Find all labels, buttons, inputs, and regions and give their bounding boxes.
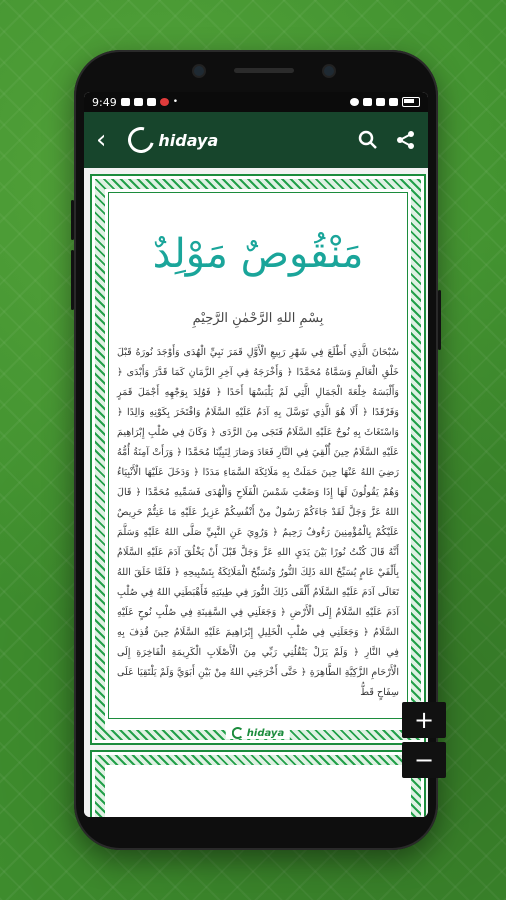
zoom-out-button[interactable]: − <box>402 742 446 778</box>
page-content-frame <box>108 192 408 719</box>
alarm-icon <box>350 98 359 106</box>
phone-frame <box>74 50 438 850</box>
ornamental-border <box>95 755 421 817</box>
status-left <box>92 96 178 109</box>
notification-icon <box>147 98 156 106</box>
notification-icon <box>134 98 143 106</box>
page-title: مَنْقُوصٌ مَوْلِدٌ <box>152 231 364 277</box>
power-button <box>438 290 441 350</box>
app-bar-actions <box>358 130 416 150</box>
app-logo-text: hidaya <box>158 130 219 150</box>
earpiece-speaker <box>234 68 294 73</box>
more-dot-icon: • <box>172 97 179 107</box>
status-time: 9:49 <box>92 95 117 109</box>
zoom-controls <box>402 702 446 778</box>
app-logo <box>128 127 218 153</box>
document-viewer[interactable] <box>84 168 428 817</box>
page-footer-logo <box>226 727 290 739</box>
hidaya-logo-icon <box>232 727 244 739</box>
volume-button <box>71 200 74 240</box>
notification-icon <box>121 98 130 106</box>
hidaya-logo-icon <box>124 122 160 158</box>
document-page <box>90 174 426 745</box>
wifi-icon <box>376 98 385 106</box>
youtube-icon <box>160 98 169 106</box>
app-bar <box>84 112 428 168</box>
next-document-page <box>90 750 426 817</box>
sensor <box>322 64 336 78</box>
screen <box>84 92 428 817</box>
status-bar <box>84 92 428 112</box>
front-camera <box>192 64 206 78</box>
signal-icon <box>389 98 398 106</box>
page-body-text: سُبْحَانَ الَّذِي أَطْلَعَ فِي شَهْرِ رَبِيعِ الْأَوَّلِ قَمَرَ نَبِيِّ الْهُدَى وَأَوْجَدَ نُورَهُ قَبْلَ خَلْقِ الْعَالَمِ وَسَمَّاهُ مُحَمَّدًا ﴿ وَأَخْرَجَهُ فِي آخِرِ الزَّمَانِ كَمَا قَدَّرَ وَأَبْدَى ﴿ وَأَلْبَسَهُ خِلْعَةَ الْجَمَالِ الَّتِي لَمْ يَلْبَسْهَا أَحَدًا ﴿ فَوُلِدَ بِوَجْهِهِ أَجْمَلَ قَمَرٍ وَفَرْقَدًا ﴿ أَلَا هُوَ الَّذِي تَوَسَّلَ بِهِ آدَمُ عَلَيْهِ السَّلَامُ وَافْتَخَرَ بِكَوْنِهِ وَالِدًا ﴿ وَاسْتَغَاثَ بِهِ نُوحٌ عَلَيْهِ السَّلَامُ فَنَجَى مِنَ الرَّدَى ﴿ وَكَانَ فِي صُلْبِ إِبْرَاهِيمَ عَلَيْهِ السَّلَامُ حِينَ أُلْقِيَ فِي النَّارِ فَعَادَ وَصَارَ لِنَبِيِّنَا مُحَمَّدًا ﴿ وَرَأَتْ آمِنَةُ أُمُّهُ رَضِيَ اللهُ عَنْهَا حِينَ حَمَلَتْ بِهِ مَلَائِكَةَ السَّمَاءِ مَدَدًا ﴿ وَدَخَلَ عَلَيْهَا الْأَنْبِيَاءُ وَهُمْ يَقُولُونَ لَهَا إِذَا وَضَعْتِ شَمْسَ الْفَلَاحِ وَالْهُدَى فَسَمِّيهِ مُحَمَّدًا ﴿ قَالَ اللهُ عَزَّ وَجَلَّ لَقَدْ جَاءَكُمْ رَسُولٌ مِنْ أَنْفُسِكُمْ عَزِيزٌ عَلَيْهِ مَا عَنِتُّمْ حَرِيصٌ عَلَيْكُمْ بِالْمُؤْمِنِينَ رَءُوفٌ رَحِيمٌ ﴿ وَرُوِيَ عَنِ النَّبِيِّ صَلَّى اللهُ عَلَيْهِ وَسَلَّمَ أَنَّهُ قَالَ كُنْتُ نُورًا بَيْنَ يَدَيِ اللهِ عَزَّ وَجَلَّ قَبْلَ أَنْ يَخْلُقَ آدَمَ عَلَيْهِ السَّلَامُ بِأَلْفَيْ عَامٍ يُسَبِّحُ اللهَ ذَلِكَ النُّورُ وَتُسَبِّحُ الْمَلَائِكَةُ بِتَسْبِيحِهِ ﴿ فَلَمَّا خَلَقَ اللهُ تَعَالَى آدَمَ عَلَيْهِ السَّلَامُ أَلْقَى ذَلِكَ النُّورَ فِي طِينَتِهِ فَأَهْبَطَنِي اللهُ فِي صُلْبِ آدَمَ عَلَيْهِ السَّلَامُ إِلَى الْأَرْضِ ﴿ وَجَعَلَنِي فِي السَّفِينَةِ فِي صُلْبِ نُوحٍ عَلَيْهِ السَّلَامُ ﴿ وَجَعَلَنِي فِي صُلْبِ الْخَلِيلِ إِبْرَاهِيمَ عَلَيْهِ السَّلَامُ حِينَ قُذِفَ بِهِ فِي النَّارِ ﴿ وَلَمْ يَزَلْ يَنْقُلُنِي رَبِّي مِنَ الْأَصْلَابِ الْكَرِيمَةِ الْفَاخِرَةِ إِلَى الْأَرْحَامِ الزَّكِيَّةِ الطَّاهِرَةِ ﴿ حَتَّى أَخْرَجَنِي اللهُ مِنْ بَيْنِ أَبَوَيَّ وَلَمْ يَلْتَقِيَا عَلَى سِفَاحٍ قَطُّ <box>117 347 399 698</box>
app-bar-left <box>96 127 218 153</box>
zoom-in-button[interactable]: + <box>402 702 446 738</box>
share-icon[interactable] <box>396 130 416 150</box>
page-footer-brand: hidaya <box>246 727 285 739</box>
basmala: بِسْمِ اللهِ الرَّحْمٰنِ الرَّحِيْمِ <box>192 311 324 326</box>
bixby-button <box>71 250 74 310</box>
search-icon[interactable] <box>358 130 378 150</box>
mute-icon <box>363 98 372 106</box>
back-arrow-icon[interactable]: ‹ <box>96 125 107 155</box>
status-right <box>350 97 420 107</box>
battery-icon <box>402 97 420 107</box>
